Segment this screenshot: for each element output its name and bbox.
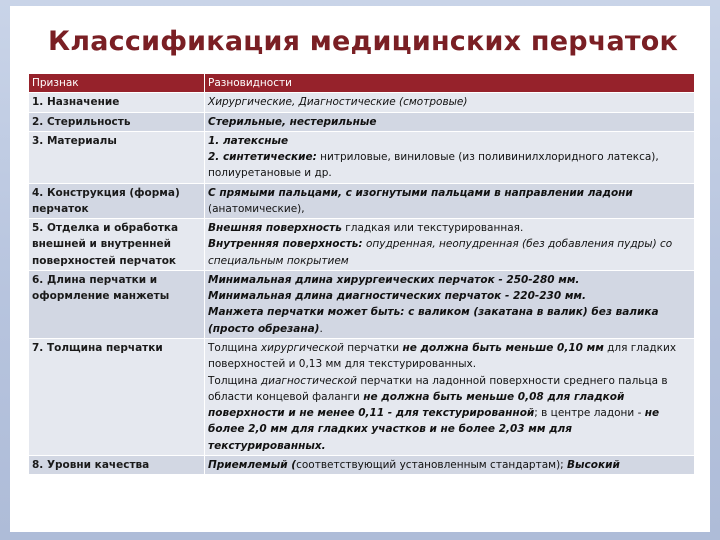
- cuff-end: .: [319, 322, 323, 335]
- inner-surface-text: опудренная, неопудренная (без добавления пудры) со специальным покрытием: [208, 238, 673, 267]
- thickness-surgical: хирургической: [260, 341, 344, 354]
- table-row: [29, 270, 695, 338]
- materials-synthetic-label: 2. синтетические:: [208, 151, 317, 164]
- inner-surface-label: Внутренняя поверхность:: [208, 238, 363, 251]
- thickness-text: ; в центре ладони -: [534, 407, 645, 420]
- table-row: [29, 93, 695, 112]
- row-value: [205, 455, 695, 474]
- row-key: 3. Материалы: [29, 131, 205, 183]
- row-value: Стерильные, нестерильные: [205, 112, 695, 131]
- row-value: [205, 183, 695, 219]
- outer-surface-label: Внешняя поверхность: [208, 222, 342, 235]
- row-key: 6. Длина перчатки и оформление манжеты: [29, 270, 205, 338]
- thickness-diagnostic: диагностической: [260, 374, 357, 387]
- classification-table-wrap: [28, 73, 694, 475]
- table-header-row: [29, 74, 695, 93]
- table-row: [29, 455, 695, 474]
- row-key: 8. Уровни качества: [29, 455, 205, 474]
- slide-title: Классификация медицинских перчаток: [48, 26, 679, 57]
- surgical-length: Минимальная длина хирургеических перчаток - 250-280 мм.: [208, 273, 580, 286]
- shape-types: С прямыми пальцами, с изогнутыми пальцами в направлении ладони: [208, 186, 633, 199]
- slide: [10, 6, 710, 532]
- row-value: [205, 338, 695, 455]
- fppt-watermark: fppt.com: [648, 518, 702, 532]
- table-row: [29, 183, 695, 219]
- cuff-text: Манжета перчатки может быть: с валиком (закатана в валик) без валика (просто обрезана): [208, 306, 659, 335]
- row-value: [205, 219, 695, 271]
- row-key: 1. Назначение: [29, 93, 205, 112]
- shape-anatomic: (анатомические),: [208, 202, 305, 215]
- header-feature: Признак: [29, 74, 205, 93]
- row-key: 4. Конструкция (форма) перчаток: [29, 183, 205, 219]
- row-key: 5. Отделка и обработка внешней и внутренней поверхностей перчаток: [29, 219, 205, 271]
- classification-table: [28, 73, 695, 475]
- quality-acceptable: Приемлемый (: [208, 458, 297, 471]
- thickness-text: Толщина: [208, 341, 261, 354]
- row-value: [205, 131, 695, 183]
- table-row: [29, 338, 695, 455]
- row-value: [205, 270, 695, 338]
- thickness-text: перчатки на ладонной поверхности среднего пальца в области концевой фаланги: [208, 374, 668, 403]
- diagnostic-length: Минимальная длина диагностических перчаток - 220-230 мм.: [208, 290, 586, 303]
- row-key: 2. Стерильность: [29, 112, 205, 131]
- quality-acceptable-desc: соответствующий установленным стандартам);: [296, 458, 568, 471]
- row-key: 7. Толщина перчатки: [29, 338, 205, 455]
- outer-surface-text: гладкая или текстурированная.: [341, 222, 524, 235]
- quality-high: Высокий: [567, 458, 620, 471]
- thickness-diagnostic-min: не должна быть меньше 0,08 для гладкой поверхности и не менее 0,11 - для текстурированной: [208, 390, 625, 420]
- materials-synthetic-list: нитриловые, виниловые (из поливинилхлоридного латекса), полиуретановые и др.: [208, 151, 659, 180]
- row-value: Хирургические, Диагностические (смотровые): [205, 93, 695, 112]
- thickness-palm-max: не более 2,0 мм для гладких участков и не более 2,03 мм для текстурированных.: [208, 407, 660, 452]
- header-varieties: Разновидности: [205, 74, 695, 93]
- table-row: [29, 131, 695, 183]
- thickness-text: Толщина: [208, 374, 261, 387]
- materials-latex: 1. латексные: [208, 134, 289, 147]
- thickness-text: для гладких поверхностей и 0,13 мм для текстурированных.: [208, 341, 677, 371]
- table-row: [29, 219, 695, 271]
- table-row: [29, 112, 695, 131]
- thickness-surgical-min: не должна быть меньше 0,10 мм: [402, 341, 604, 354]
- thickness-text: перчатки: [343, 341, 403, 354]
